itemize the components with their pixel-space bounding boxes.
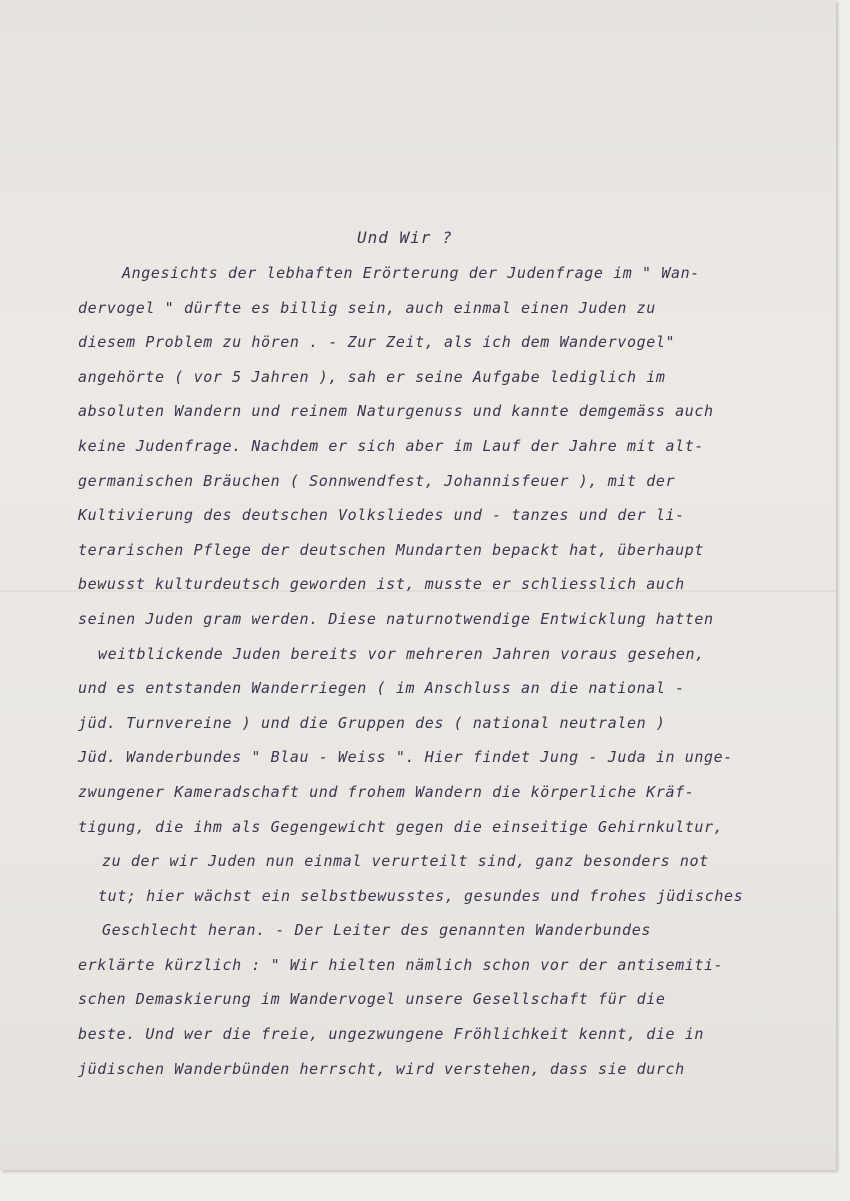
text-line: jüdischen Wanderbünden herrscht, wird verstehen, dass sie durch — [78, 1059, 685, 1078]
document-body — [78, 256, 818, 1086]
text-line: absoluten Wandern und reinem Naturgenuss und kannte demgemäss auch — [78, 402, 714, 421]
text-line: germanischen Bräuchen ( Sonnwendfest, Johannisfeuer ), mit der — [78, 471, 676, 490]
text-line: und es entstanden Wanderriegen ( im Anschluss an die national - — [78, 679, 685, 698]
text-line: jüd. Turnvereine ) und die Gruppen des ( national neutralen ) — [78, 713, 666, 732]
text-line: tigung, die ihm als Gegengewicht gegen die einseitige Gehirnkultur, — [78, 817, 724, 836]
text-line: Geschlecht heran. - Der Leiter des genannten Wanderbundes — [102, 921, 651, 940]
text-line: seinen Juden gram werden. Diese naturnotwendige Entwicklung hatten — [78, 609, 714, 628]
text-line: erklärte kürzlich : " Wir hielten nämlich schon vor der antisemiti- — [78, 955, 724, 974]
text-line: keine Judenfrage. Nachdem er sich aber im Lauf der Jahre mit alt- — [78, 436, 704, 455]
document-title: Und Wir ? — [357, 228, 453, 247]
text-line: beste. Und wer die freie, ungezwungene Fröhlichkeit kennt, die in — [78, 1025, 704, 1044]
text-line: bewusst kulturdeutsch geworden ist, musste er schliesslich auch — [78, 575, 685, 594]
text-line: dervogel " dürfte es billig sein, auch einmal einen Juden zu — [78, 298, 656, 317]
text-line: diesem Problem zu hören . - Zur Zeit, als ich dem Wandervogel" — [78, 333, 676, 352]
text-line: tut; hier wächst ein selbstbewusstes, gesundes und frohes jüdisches — [98, 886, 744, 905]
text-line: Jüd. Wanderbundes " Blau - Weiss ". Hier findet Jung - Juda in unge- — [78, 748, 733, 767]
text-line: terarischen Pflege der deutschen Mundarten bepackt hat, überhaupt — [78, 540, 704, 559]
text-line: Kultivierung des deutschen Volksliedes und - tanzes und der li- — [78, 506, 685, 525]
text-line: zwungener Kameradschaft und frohem Wandern die körperliche Kräf- — [78, 782, 695, 801]
text-line: schen Demaskierung im Wandervogel unsere Gesellschaft für die — [78, 990, 666, 1009]
text-line: angehörte ( vor 5 Jahren ), sah er seine Aufgabe lediglich im — [78, 367, 666, 386]
text-line: weitblickende Juden bereits vor mehreren Jahren voraus gesehen, — [98, 644, 705, 663]
text-line: zu der wir Juden nun einmal verurteilt sind, ganz besonders not — [102, 852, 709, 871]
text-line: Angesichts der lebhaften Erörterung der Judenfrage im " Wan- — [122, 264, 700, 282]
